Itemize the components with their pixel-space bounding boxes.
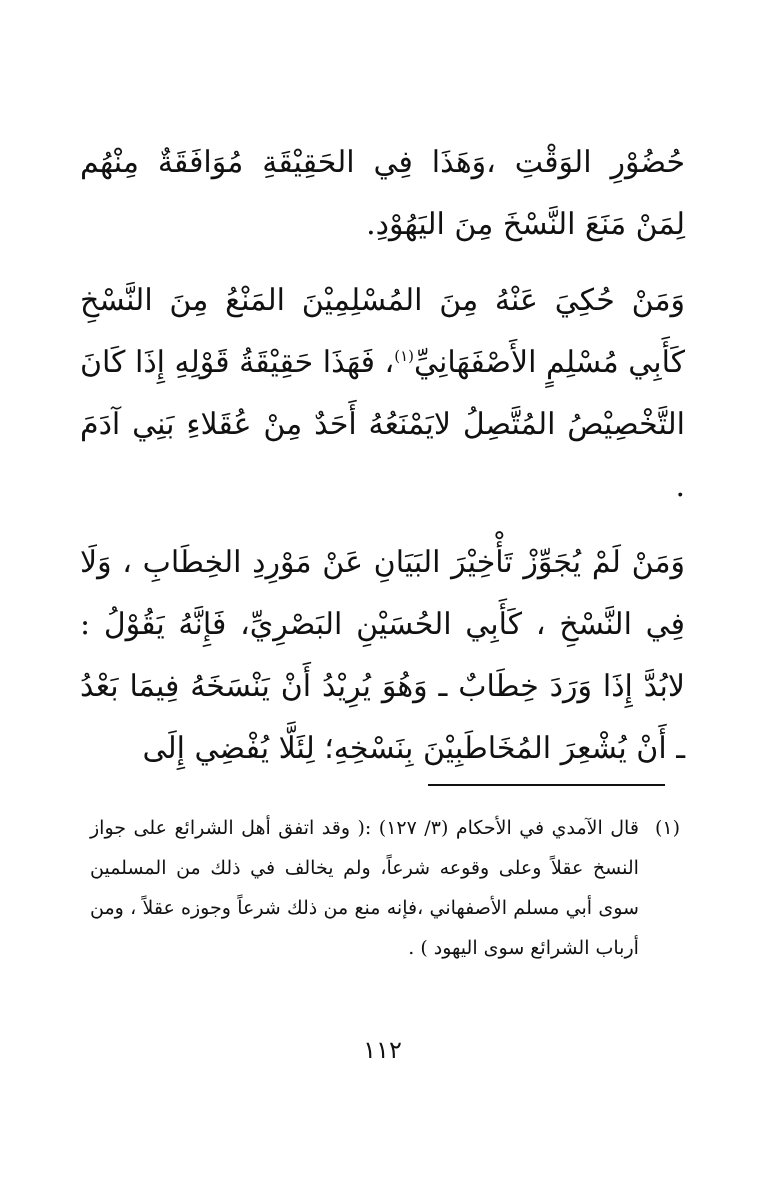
paragraph-3: وَمَنْ لَمْ يُجَوِّزْ تَأْخِيْرَ البَيَانِ عَنْ مَوْرِدِ الخِطَابِ ، وَلَا فِي النَّسْخِ ، كَأَبِي الحُسَيْنِ البَصْرِيِّ، فَإِنَّهُ يَقُوْلُ : لابُدَّ إِذَا وَرَدَ خِطَابٌ ـ وَهُوَ يُرِيْدُ أَنْ يَنْسَخَهُ فِيمَا بَعْدُ ـ أَنْ يُشْعِرَ المُخَاطَبِيْنَ بِنَسْخِهِ؛ لِئَلَّا يُفْضِي إِلَى xyxy=(80,545,685,766)
footnote-text: قال الآمدي في الأحكام (٣/ ١٢٧) :( وقد اتفق أهل الشرائع على جواز النسخ عقلاً وعلى وقوعه شرعاً، ولم يخالف في ذلك من المسلمين سوى أبي مسلم الأصفهاني ،فإنه منع من ذلك شرعاً وجوزه عقلاً ، ومن أرباب الشرائع سوى اليهود ) . xyxy=(90,817,639,959)
main-text xyxy=(80,132,685,794)
footnote-reference[interactable]: (١) xyxy=(394,347,414,365)
paragraph-1: حُضُوْرِ الوَقْتِ ،وَهَذَا فِي الحَقِيْقَةِ مُوَافَقَةٌ مِنْهُم لِمَنْ مَنَعَ النَّسْخَ مِنَ اليَهُوْدِ. xyxy=(80,145,685,242)
footnote-separator xyxy=(428,784,665,786)
page-number: ١١٢ xyxy=(363,1036,402,1064)
paragraph-2-text-after: ، فَهَذَا حَقِيْقَةُ قَوْلِهِ إِذَا كَانَ التَّخْصِيْصُ المُتَّصِلُ لايَمْنَعُهُ أَحَدٌ مِنْ عُقَلاءِ بَنِي آدَمَ . xyxy=(80,345,685,504)
footnotes xyxy=(90,808,680,968)
footnote-1 xyxy=(90,808,680,968)
paragraph-2 xyxy=(80,270,685,518)
paragraph-2-text-before: وَمَنْ حُكِيَ عَنْهُ مِنَ المُسْلِمِيْنَ المَنْعُ مِنَ النَّسْخِ كَأَبِي مُسْلِمٍ الأَصْفَهَانِيِّ xyxy=(80,283,686,380)
footnote-number: (١) xyxy=(654,817,680,839)
